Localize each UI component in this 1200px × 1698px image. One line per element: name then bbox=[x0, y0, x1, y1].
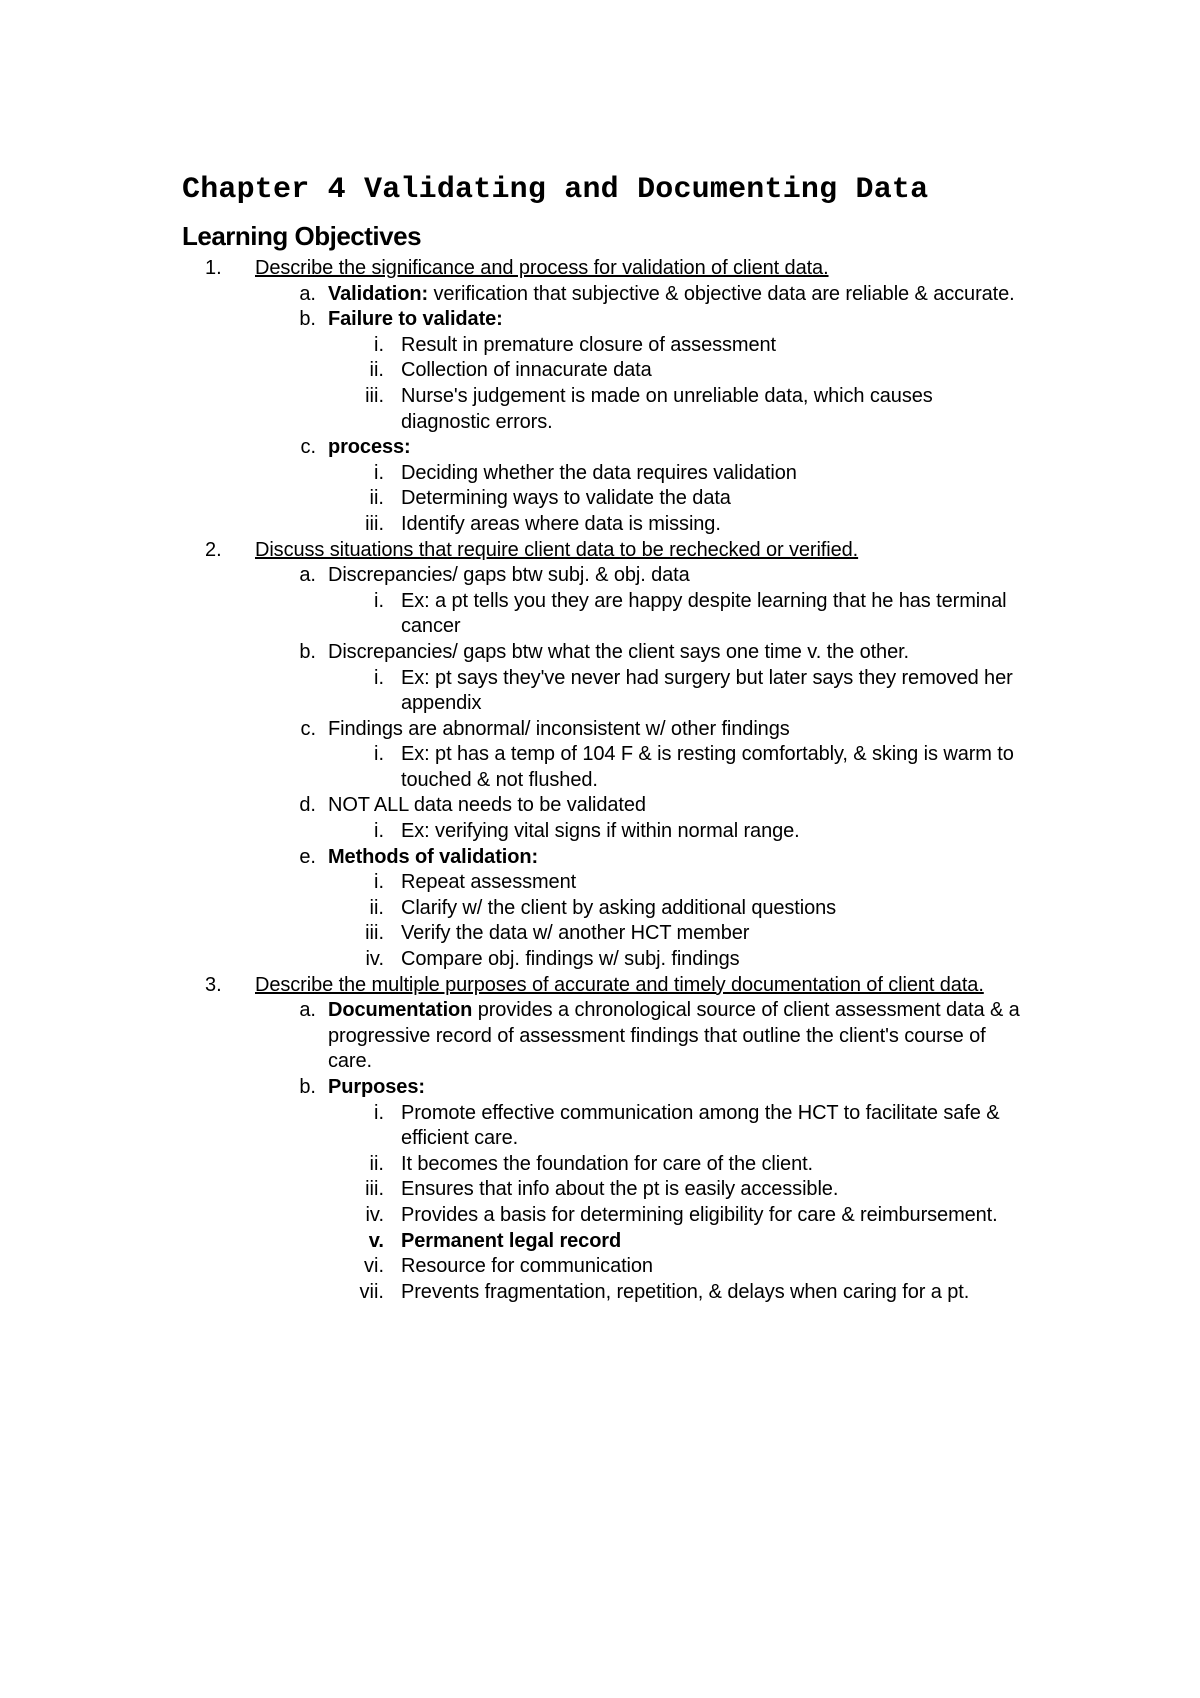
detail-item bbox=[0, 333, 1200, 359]
sub-item bbox=[0, 282, 1200, 308]
detail-numeral: i. bbox=[374, 666, 384, 689]
detail-text: Identify areas where data is missing. bbox=[401, 512, 721, 535]
detail-item bbox=[0, 870, 1200, 896]
detail-text: Promote effective communication among the HCT to facilitate safe & efficient care. bbox=[401, 1101, 1000, 1150]
sub-item-body: Findings are abnormal/ inconsistent w/ other findings bbox=[328, 717, 790, 740]
sub-item-body: NOT ALL data needs to be validated bbox=[328, 794, 646, 817]
detail-list bbox=[0, 1101, 1200, 1306]
objective-text: Describe the multiple purposes of accurate and timely documentation of client data. bbox=[255, 973, 984, 996]
detail-item bbox=[0, 921, 1200, 947]
sub-item bbox=[0, 793, 1200, 844]
sub-item-letter: a. bbox=[299, 999, 316, 1022]
sub-item-letter: a. bbox=[299, 282, 316, 305]
sub-item bbox=[0, 845, 1200, 973]
sub-item-label: process: bbox=[328, 436, 411, 459]
sub-item bbox=[0, 640, 1200, 717]
sub-item-text bbox=[328, 435, 1025, 461]
detail-numeral: i. bbox=[374, 871, 384, 894]
detail-text: Ex: pt says they've never had surgery but later says they removed her appendix bbox=[401, 666, 1013, 715]
detail-numeral: iii. bbox=[365, 512, 384, 535]
objectives-list bbox=[0, 256, 1200, 1305]
detail-numeral: v. bbox=[368, 1229, 384, 1252]
sub-item-letter: d. bbox=[299, 794, 316, 817]
detail-text: Ex: a pt tells you they are happy despite learning that he has terminal cancer bbox=[401, 589, 1007, 638]
detail-item bbox=[0, 896, 1200, 922]
detail-text: Ensures that info about the pt is easily accessible. bbox=[401, 1178, 839, 1201]
sub-item-text bbox=[328, 640, 1025, 666]
sub-item-text bbox=[328, 793, 1025, 819]
detail-item bbox=[0, 1152, 1200, 1178]
detail-numeral: ii. bbox=[369, 359, 384, 382]
sub-item-letter: b. bbox=[299, 308, 316, 331]
detail-text: Repeat assessment bbox=[401, 871, 577, 894]
detail-numeral: iii. bbox=[365, 922, 384, 945]
sub-item bbox=[0, 998, 1200, 1075]
sub-item-label: Failure to validate: bbox=[328, 308, 503, 331]
detail-numeral: iii. bbox=[365, 1178, 384, 1201]
detail-item bbox=[0, 512, 1200, 538]
detail-item bbox=[0, 947, 1200, 973]
objective-text: Describe the significance and process for validation of client data. bbox=[255, 257, 829, 279]
detail-text: Determining ways to validate the data bbox=[401, 487, 731, 510]
detail-numeral: i. bbox=[374, 820, 384, 843]
detail-list bbox=[0, 819, 1200, 845]
detail-list bbox=[0, 870, 1200, 972]
sub-item-letter: e. bbox=[299, 845, 316, 868]
detail-list bbox=[0, 461, 1200, 538]
sub-item-body: Discrepancies/ gaps btw subj. & obj. data bbox=[328, 564, 690, 587]
detail-text: Ex: pt has a temp of 104 F & is resting comfortably, & sking is warm to touched & not flushed. bbox=[401, 743, 1014, 791]
detail-numeral: vi. bbox=[364, 1255, 384, 1278]
sub-item-body: Discrepancies/ gaps btw what the client says one time v. the other. bbox=[328, 640, 910, 663]
sub-item-letter: c. bbox=[300, 436, 316, 459]
detail-item bbox=[0, 1203, 1200, 1229]
sub-item-text bbox=[328, 845, 1025, 871]
detail-text: Verify the data w/ another HCT member bbox=[401, 922, 750, 945]
chapter-title: Chapter 4 Validating and Documenting Data bbox=[182, 173, 929, 207]
detail-item bbox=[0, 461, 1200, 487]
sub-item-label: Validation: bbox=[328, 282, 429, 305]
detail-item bbox=[0, 358, 1200, 384]
detail-item bbox=[0, 666, 1200, 717]
sub-item-letter: b. bbox=[299, 640, 316, 663]
detail-numeral: vii. bbox=[359, 1280, 384, 1303]
objective-number: 1. bbox=[205, 257, 222, 279]
sub-list bbox=[0, 998, 1200, 1305]
detail-text: Collection of innacurate data bbox=[401, 359, 652, 382]
detail-text: Provides a basis for determining eligibility for care & reimbursement. bbox=[401, 1203, 998, 1226]
detail-numeral: iv. bbox=[365, 1203, 384, 1226]
sub-list bbox=[0, 282, 1200, 538]
sub-item-label: Purposes: bbox=[328, 1076, 425, 1098]
detail-text: Nurse's judgement is made on unreliable data, which causes diagnostic errors. bbox=[401, 384, 933, 433]
detail-text: Permanent legal record bbox=[401, 1229, 622, 1252]
sub-item-text bbox=[328, 998, 1025, 1075]
detail-numeral: i. bbox=[374, 589, 384, 612]
detail-item bbox=[0, 1229, 1200, 1255]
detail-item bbox=[0, 384, 1200, 435]
sub-item bbox=[0, 435, 1200, 537]
objective-item bbox=[0, 973, 1200, 1306]
detail-text: Compare obj. findings w/ subj. findings bbox=[401, 948, 740, 971]
detail-list bbox=[0, 589, 1200, 640]
sub-item-text bbox=[328, 717, 1025, 743]
sub-item-letter: a. bbox=[299, 564, 316, 587]
detail-numeral: i. bbox=[374, 743, 384, 766]
sub-item-text bbox=[328, 563, 1025, 589]
detail-item bbox=[0, 1280, 1200, 1306]
detail-item bbox=[0, 819, 1200, 845]
detail-list bbox=[0, 742, 1200, 793]
sub-item bbox=[0, 563, 1200, 640]
detail-text: Resource for communication bbox=[401, 1255, 653, 1278]
detail-item bbox=[0, 589, 1200, 640]
detail-text: Clarify w/ the client by asking additional questions bbox=[401, 896, 837, 919]
objective-item bbox=[0, 538, 1200, 973]
detail-text: Result in premature closure of assessment bbox=[401, 333, 776, 356]
sub-item-letter: b. bbox=[299, 1076, 316, 1098]
sub-list bbox=[0, 563, 1200, 973]
sub-item-body: verification that subjective & objective data are reliable & accurate. bbox=[428, 282, 1015, 305]
objective-number: 2. bbox=[205, 538, 222, 561]
detail-item bbox=[0, 742, 1200, 793]
detail-list bbox=[0, 666, 1200, 717]
detail-numeral: ii. bbox=[369, 896, 384, 919]
detail-numeral: ii. bbox=[369, 487, 384, 510]
detail-numeral: i. bbox=[374, 461, 384, 484]
objective-item bbox=[0, 256, 1200, 538]
detail-item bbox=[0, 1254, 1200, 1280]
detail-numeral: iii. bbox=[365, 384, 384, 407]
sub-item-text bbox=[328, 307, 1025, 333]
detail-numeral: i. bbox=[374, 333, 384, 356]
detail-text: Ex: verifying vital signs if within normal range. bbox=[401, 820, 800, 843]
sub-item-text bbox=[328, 1075, 1025, 1101]
sub-item-label: Methods of validation: bbox=[328, 845, 539, 868]
detail-numeral: ii. bbox=[369, 1152, 384, 1175]
detail-text: Deciding whether the data requires validation bbox=[401, 461, 797, 484]
sub-item bbox=[0, 1075, 1200, 1305]
detail-list bbox=[0, 333, 1200, 435]
section-heading: Learning Objectives bbox=[182, 221, 422, 251]
detail-item bbox=[0, 486, 1200, 512]
sub-item-label: Documentation bbox=[328, 999, 473, 1022]
objective-text: Discuss situations that require client data to be rechecked or verified. bbox=[255, 538, 859, 561]
sub-item-text bbox=[328, 282, 1025, 308]
objective-number: 3. bbox=[205, 973, 222, 996]
detail-numeral: i. bbox=[374, 1101, 384, 1124]
sub-item-letter: c. bbox=[300, 717, 316, 740]
sub-item bbox=[0, 717, 1200, 794]
detail-text: Prevents fragmentation, repetition, & delays when caring for a pt. bbox=[401, 1280, 970, 1303]
sub-item-body: provides a chronological source of client assessment data & a progressive record of assessment findings that outline the client's course of care. bbox=[328, 999, 1020, 1073]
detail-text: It becomes the foundation for care of the client. bbox=[401, 1152, 814, 1175]
sub-item bbox=[0, 307, 1200, 435]
detail-numeral: iv. bbox=[365, 948, 384, 971]
detail-item bbox=[0, 1101, 1200, 1152]
detail-item bbox=[0, 1177, 1200, 1203]
